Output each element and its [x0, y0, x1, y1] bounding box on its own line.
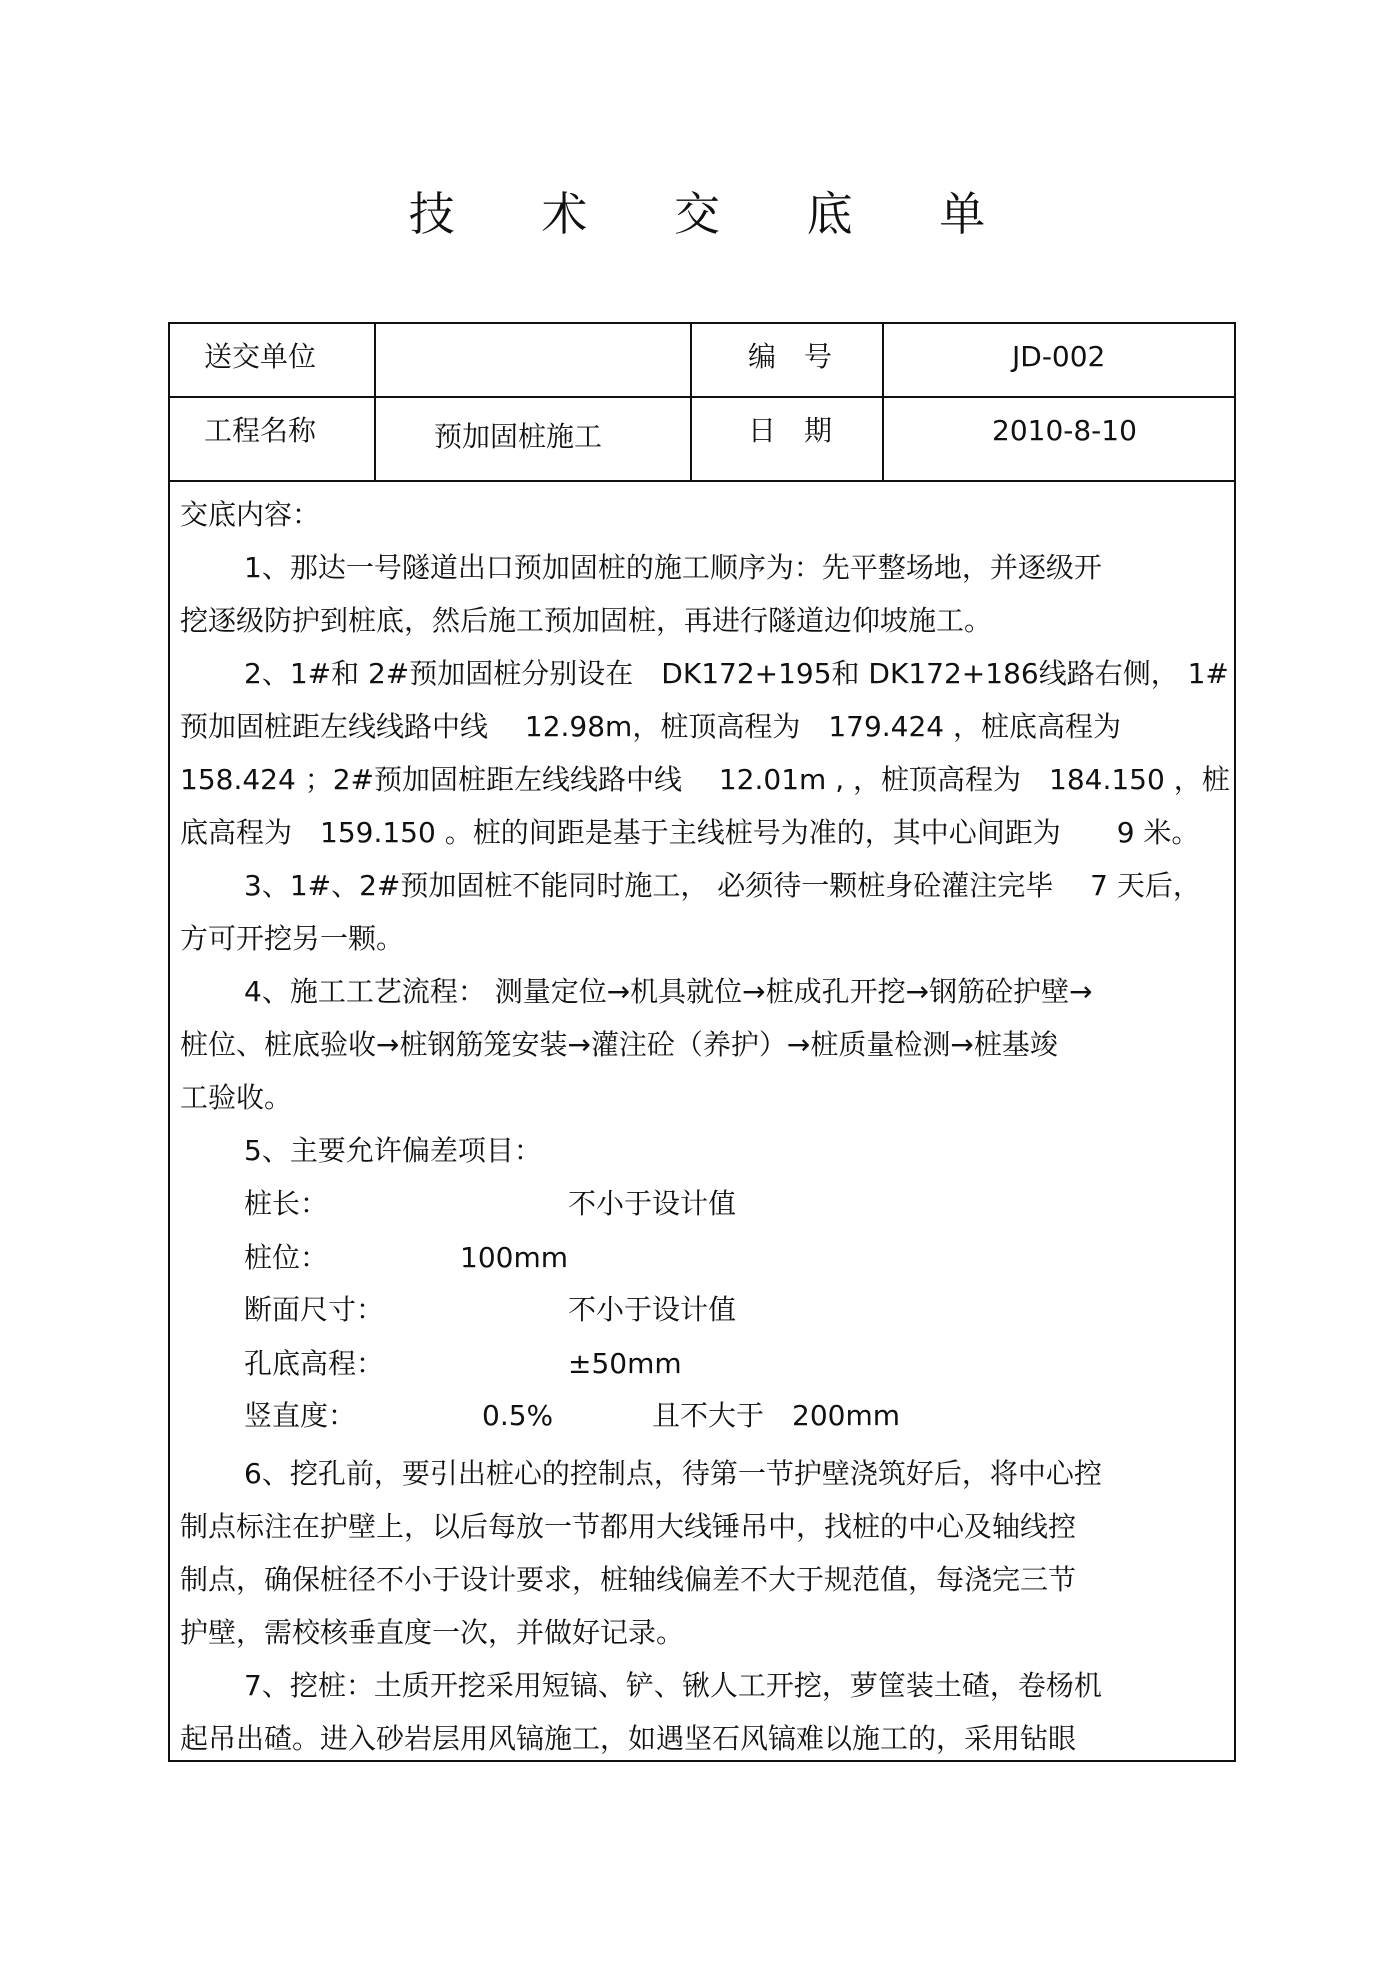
col-divider-1	[374, 322, 376, 482]
send-unit-label: 送交单位	[204, 340, 317, 373]
paragraph-4-line: 桩位、桩底验收→桩钢筋笼安装→灌注砼（养护）→桩质量检测→桩基竣	[180, 1028, 1058, 1061]
tolerance-value: 不小于设计值	[568, 1293, 737, 1326]
paragraph-7-line: 7、挖桩：土质开挖采用短镐、铲、锹人工开挖，萝筐装土碴，卷杨机	[244, 1669, 1102, 1702]
date-value: 2010-8-10	[992, 414, 1137, 447]
paragraph-6-line: 制点，确保桩径不小于设计要求，桩轴线偏差不大于规范值，每浇完三节	[180, 1563, 1077, 1596]
paragraph-3-line: 方可开挖另一颗。	[180, 922, 405, 955]
paragraph-7-line: 起吊出碴。进入砂岩层用风镐施工，如遇坚石风镐难以施工的，采用钻眼	[180, 1722, 1077, 1755]
paragraph-3-line: 3、1#、2#预加固桩不能同时施工， 必须待一颗桩身砼灌注完毕 7 天后，	[244, 869, 1201, 902]
tolerance-extra: 且不大于 200mm	[652, 1399, 900, 1432]
paragraph-6-line: 6、挖孔前，要引出桩心的控制点，待第一节护壁浇筑好后，将中心控	[244, 1457, 1102, 1490]
col-divider-3	[882, 322, 884, 482]
col-divider-2	[690, 322, 692, 482]
tolerance-item: 桩长：	[244, 1187, 329, 1220]
paragraph-6-line: 护壁，需校核垂直度一次，并做好记录。	[180, 1616, 685, 1649]
tolerance-value: 不小于设计值	[568, 1187, 737, 1220]
page-title: 技 术 交 底 单	[408, 187, 1022, 241]
project-label: 工程名称	[204, 414, 317, 447]
row-divider-1	[168, 396, 1236, 398]
tolerance-item: 竖直度：	[244, 1399, 357, 1432]
project-value: 预加固桩施工	[434, 420, 603, 453]
tolerance-item: 孔底高程：	[244, 1347, 385, 1380]
paragraph-4-line: 4、施工工艺流程： 测量定位→机具就位→桩成孔开挖→钢筋砼护壁→	[244, 975, 1093, 1008]
tolerance-value: ±50mm	[568, 1347, 682, 1380]
number-label: 编 号	[748, 340, 833, 373]
tolerance-item: 断面尺寸：	[244, 1293, 385, 1326]
paragraph-1-line: 1、那达一号隧道出口预加固桩的施工顺序为：先平整场地，并逐级开	[244, 551, 1102, 584]
paragraph-2-line: 预加固桩距左线线路中线 12.98m，桩顶高程为 179.424 ，桩底高程为	[180, 710, 1122, 743]
date-label: 日 期	[748, 414, 833, 447]
tolerance-value: 100mm	[460, 1241, 568, 1274]
paragraph-4-line: 工验收。	[180, 1081, 293, 1114]
paragraph-2-line: 2、1#和 2#预加固桩分别设在 DK172+195和 DK172+186线路右侧， 1#	[244, 657, 1229, 690]
paragraph-5-heading: 5、主要允许偏差项目：	[244, 1134, 542, 1167]
tolerance-item: 桩位：	[244, 1241, 329, 1274]
paragraph-6-line: 制点标注在护壁上，以后每放一节都用大线锤吊中，找桩的中心及轴线控	[180, 1510, 1077, 1543]
tolerance-value: 0.5%	[482, 1399, 554, 1432]
row-divider-2	[168, 480, 1236, 482]
content-heading: 交底内容：	[180, 498, 321, 531]
paragraph-2-line: 底高程为 159.150 。桩的间距是基于主线桩号为准的，其中心间距为 9 米。	[180, 816, 1200, 849]
paragraph-1-line: 挖逐级防护到桩底，然后施工预加固桩，再进行隧道边仰坡施工。	[180, 604, 993, 637]
paragraph-2-line: 158.424 ；2#预加固桩距左线线路中线 12.01m , ，桩顶高程为 184.150 ，桩	[180, 763, 1230, 796]
number-value: JD-002	[1012, 340, 1106, 373]
